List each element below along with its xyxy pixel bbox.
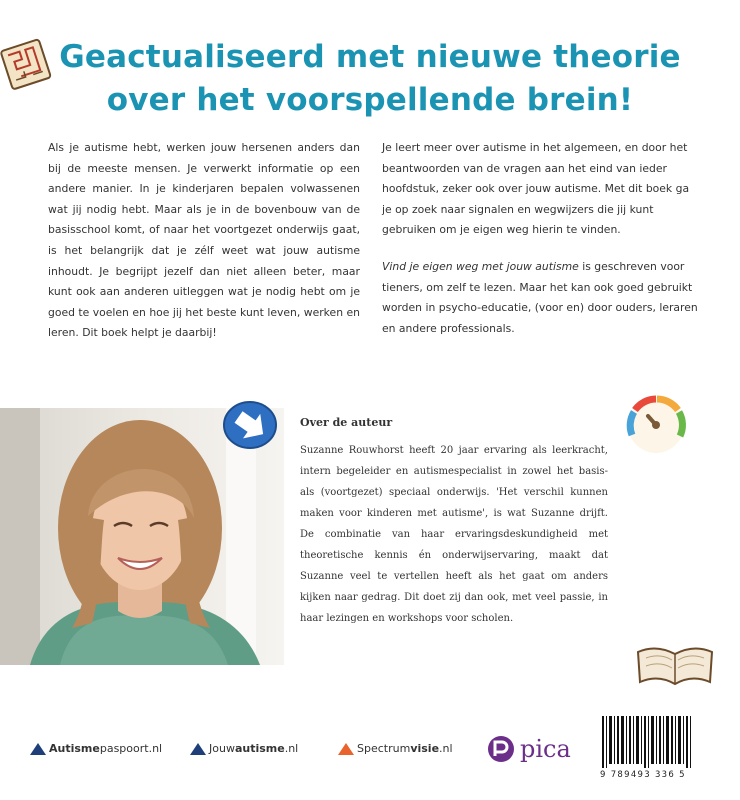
arrow-right-icon <box>222 400 278 450</box>
pica-logo <box>486 734 571 764</box>
autismepaspoort-logo-rest: paspoort.nl <box>99 742 163 755</box>
intro-left-paragraph: Als je autisme hebt, werken jouw hersenen anders dan bij de meeste mensen. Je verwerkt informatie op een andere manier. In je kinderjaren bepalen volwassenen wat jij nodig hebt. Maar als je in de bovenbouw van de basisschool komt, of naar het voortgezet onderwijs gaat, is het belangrijk dat je zélf weet wat jouw autisme inhoudt. Je begrijpt jezelf dan niet alleen beter, maar kunt ook aan anderen uitleggen wat je nodig hebt om je goed te voelen en hoe jij het beste kunt leven, werken en leren. Dit boek helpt je daarbij! <box>48 141 360 340</box>
triangle-logo-icon <box>338 743 354 755</box>
intro-left-column <box>48 138 360 356</box>
autismepaspoort-logo-bold: Autisme <box>49 742 100 755</box>
author-bio: Suzanne Rouwhorst heeft 20 jaar ervaring als leerkracht, intern begeleider en autismespecialist in zowel het basis- als (voortgezet) speciaal onderwijs. 'Het verschil kunnen maken voor kinderen met autisme', is wat Suzanne drijft. De combinatie van haar ervaringsdeskundigheid met theoretische kennis én onderwijservaring, maakt dat Suzanne veel te vertellen heeft als het gaat om anders kijken naar gedrag. Dit doet zij dan ook, met veel passie, in haar lezingen en workshops voor scholen. <box>300 445 608 624</box>
isbn-number: 9 789493 336 5 <box>600 770 686 780</box>
open-book-icon <box>632 638 718 690</box>
spectrumvisie-logo <box>338 742 453 755</box>
pica-swirl-icon <box>486 734 516 764</box>
jouwautisme-logo <box>190 742 298 755</box>
barcode <box>598 716 708 776</box>
spectrumvisie-logo-rest: .nl <box>439 742 453 755</box>
intro-right-column <box>382 138 700 351</box>
intro-right-paragraph-1: Je leert meer over autisme in het algemeen, en door het beantwoorden van de vragen aan het eind van ieder hoofdstuk, zeker ook over jouw autisme. Met dit boek ga je op zoek naar signalen en wegwijzers die jij kunt gebruiken om je eigen weg hierin te vinden. <box>382 141 690 237</box>
jouwautisme-logo-rest: .nl <box>284 742 299 755</box>
jouwautisme-logo-bold: autisme <box>234 742 285 755</box>
author-heading: Over de auteur <box>300 416 393 429</box>
intro-right-paragraph-2-rest: is geschreven voor tieners, om zelf te lezen. Maar het kan ook goed gebruikt worden in psycho-educatie, (voor en) door ouders, leraren en andere professionals. <box>382 259 698 335</box>
gauge-icon <box>622 394 690 456</box>
triangle-logo-icon <box>30 743 46 755</box>
spectrumvisie-logo-bold: visie <box>410 742 440 755</box>
book-title <box>40 36 700 122</box>
pica-logo-text: pica <box>520 735 571 763</box>
book-title-inline: Vind je eigen weg met jouw autisme <box>382 259 579 273</box>
autismepaspoort-logo <box>30 742 162 755</box>
title-line-1: Geactualiseerd met nieuwe theorie <box>59 39 681 75</box>
jouwautisme-logo-pre: Jouw <box>209 742 235 755</box>
triangle-logo-icon <box>190 743 206 755</box>
spectrumvisie-logo-pre: Spectrum <box>357 742 411 755</box>
title-line-2: over het voorspellende brein! <box>106 82 634 118</box>
intro-right-paragraph-2 <box>382 257 700 339</box>
